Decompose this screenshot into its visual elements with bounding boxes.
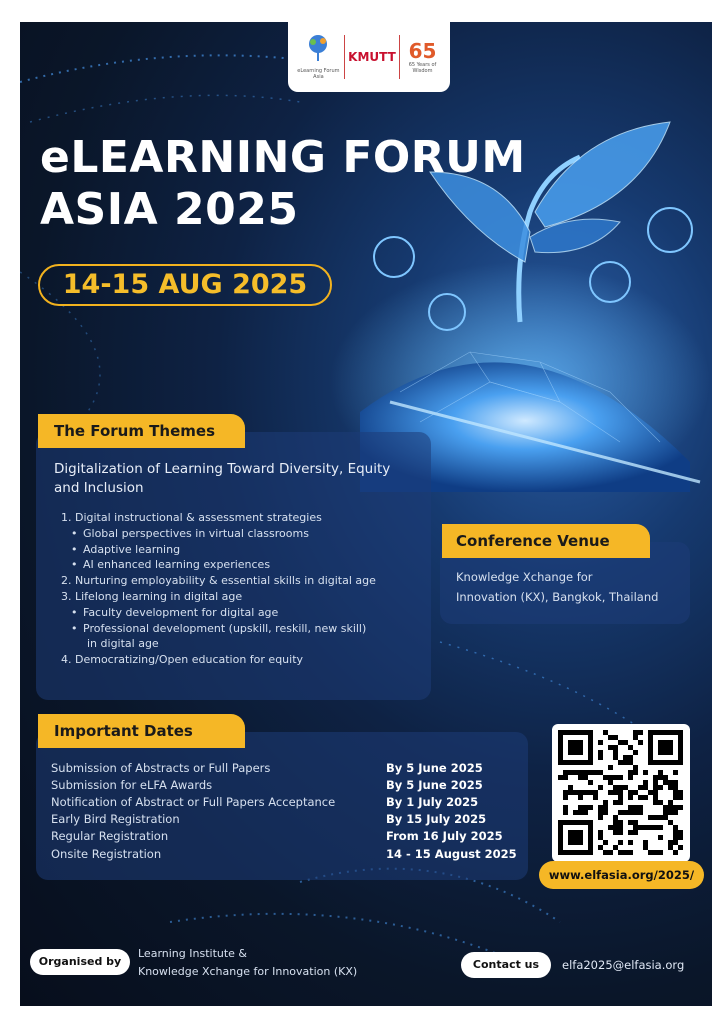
contact-badge: Contact us: [461, 952, 551, 978]
elfa-logo: eLearning Forum Asia: [295, 34, 341, 80]
list-item: • Adaptive learning: [71, 542, 431, 558]
date-label: Early Bird Registration: [51, 812, 180, 826]
themes-heading: The Forum Themes: [38, 414, 245, 448]
list-item: • Faculty development for digital age: [71, 605, 431, 621]
organisers: [138, 945, 357, 981]
poster: [20, 22, 712, 1006]
venue-line-2: Innovation (KX), Bangkok, Thailand: [456, 590, 659, 604]
date-label: Notification of Abstract or Full Papers Acceptance: [51, 795, 336, 809]
date-label: Regular Registration: [51, 829, 169, 843]
qr-code-icon: [552, 724, 690, 862]
date-row: [51, 828, 521, 845]
date-value: From 16 July 2025: [386, 829, 503, 843]
date-value: By 5 June 2025: [386, 778, 483, 792]
globe-plant-illustration: [320, 62, 712, 492]
page-title: [40, 132, 526, 236]
book-icon: [648, 208, 692, 252]
date-value: By 1 July 2025: [386, 795, 479, 809]
list-item: in digital age: [87, 637, 159, 651]
date-row: [51, 794, 521, 811]
anniversary-logo: 65 65 Years of Wisdom: [408, 39, 437, 74]
logo-bar: [288, 22, 450, 92]
organiser-line-2: Knowledge Xchange for Innovation (KX): [138, 965, 358, 978]
list-item: 2. Nurturing employability & essential skills in digital age: [61, 574, 376, 588]
date-row: [51, 777, 521, 794]
date-label: Submission of Abstracts or Full Papers: [51, 761, 271, 775]
list-item: 4. Democratizing/Open education for equity: [61, 653, 304, 667]
list-item: • AI enhanced learning experiences: [71, 557, 431, 573]
list-item: • Global perspectives in virtual classrooms: [71, 526, 431, 542]
dates-heading: Important Dates: [38, 714, 245, 748]
venue-address: [456, 567, 686, 607]
date-value: By 15 July 2025: [386, 812, 487, 826]
organiser-line-1: Learning Institute &: [138, 947, 248, 960]
list-item: 1. Digital instructional & assessment strategies: [61, 511, 322, 524]
contact-email[interactable]: elfa2025@elfasia.org: [562, 958, 685, 972]
list-item: • Professional development (upskill, reskill, new skill): [71, 621, 431, 637]
date-row: [51, 811, 521, 828]
website-link[interactable]: www.elfasia.org/2025/: [539, 861, 704, 889]
kmutt-logo: KMUTT: [348, 50, 396, 64]
themes-list: [61, 510, 431, 668]
title-line-1: eLEARNING FORUM: [40, 132, 526, 183]
themes-subtitle: Digitalization of Learning Toward Diversity, Equity and Inclusion: [54, 461, 391, 496]
date-row: [51, 760, 521, 777]
tree-logo-icon: [305, 34, 331, 64]
head-icon: [374, 237, 414, 277]
date-value: 14 - 15 August 2025: [386, 847, 517, 861]
date-value: By 5 June 2025: [386, 761, 483, 775]
qr-code[interactable]: [552, 724, 690, 862]
list-item: 3. Lifelong learning in digital age: [61, 589, 243, 603]
title-line-2: ASIA 2025: [40, 184, 299, 235]
date-label: Submission for eLFA Awards: [51, 778, 213, 792]
venue-line-1: Knowledge Xchange for: [456, 570, 593, 584]
date-row: [51, 846, 521, 863]
date-label: Onsite Registration: [51, 847, 162, 861]
organised-by-badge: Organised by: [30, 949, 130, 975]
venue-heading: Conference Venue: [442, 524, 650, 558]
event-date-badge: 14-15 AUG 2025: [38, 264, 332, 306]
